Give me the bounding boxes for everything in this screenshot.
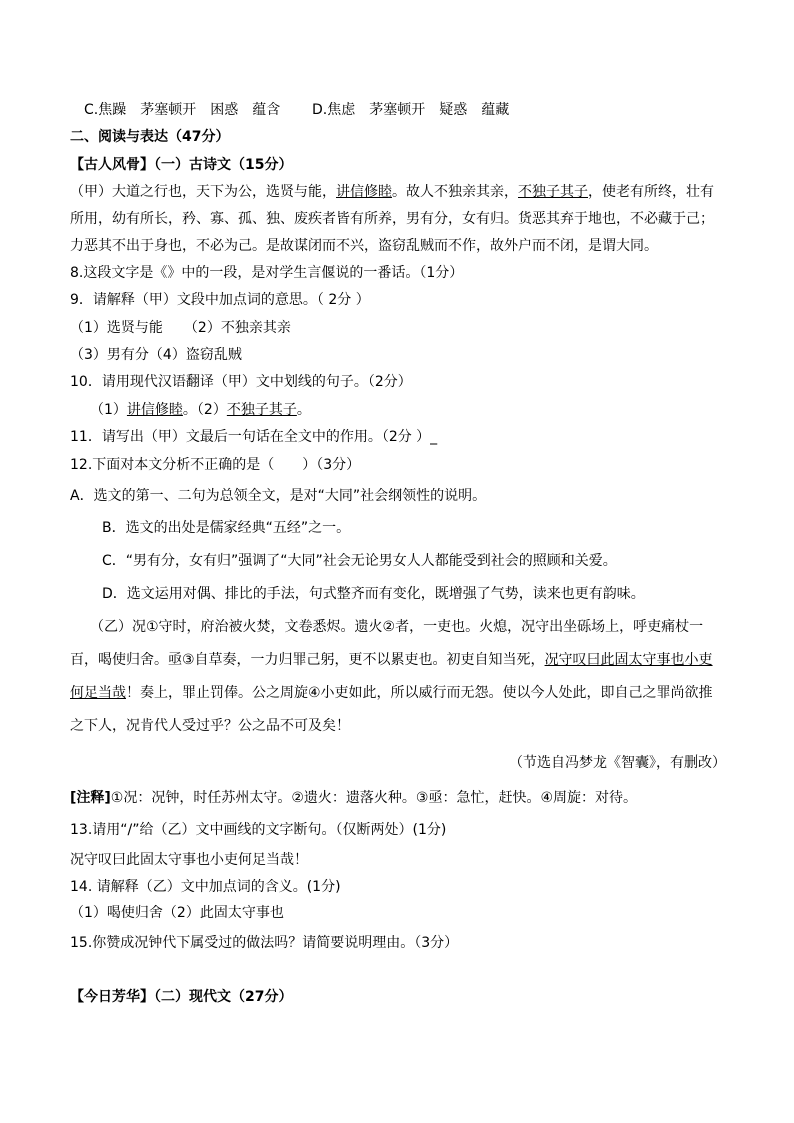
source-citation: （节选自冯梦龙《智囊》，有删改）	[509, 755, 726, 771]
question-13-text: 况守叹曰此固太守事也小吏何足当哉！	[70, 852, 308, 868]
annotation-label: [注释]	[70, 790, 111, 806]
text: ，使老有所终，壮有	[588, 184, 714, 200]
question-8: 8.这段文字是《》中的一段，是对学生言偃说的一番话。（1分）	[70, 265, 464, 281]
question-10: 10．请用现代汉语翻译（甲）文中划线的句子。（2分）	[70, 374, 412, 390]
underlined-sentence: 何足当哉	[70, 685, 126, 701]
part-heading-2: 【今日芳华】（二）现代文（27分）	[70, 989, 293, 1005]
text: 。	[296, 402, 311, 418]
annotation-text: ①况：况钟，时任苏州太守。②遗火：遗落火种。③亟：急忙，赶快。④周旋：对待。	[110, 790, 637, 806]
text: （1）	[90, 402, 127, 418]
option-c: C.焦躁 茅塞顿开 困惑 蕴含	[84, 102, 281, 118]
question-11: 11．请写出（甲）文最后一句话在全文中的作用。（2分 ）_	[70, 429, 438, 445]
option-d: D.焦虑 茅塞顿开 疑惑 蕴藏	[312, 102, 510, 118]
passage-yi-line2	[70, 651, 713, 669]
underlined-sentence: 讲信修睦	[336, 184, 392, 200]
question-14: 14. 请解释（乙）文中加点词的含义。(1分)	[70, 879, 341, 895]
passage-jia-line2: 所用，幼有所长，矜、寡、孤、独、废疾者皆有所养，男有分，女有归。货恶其弃于地也，不必藏于己；	[70, 211, 714, 227]
passage-yi-line1: （乙）况①守时，府治被火焚，文卷悉烬。遗火②者，一吏也。火熄，况守出坐砾场上，呼吏痛杖一	[90, 619, 704, 635]
passage-jia-line1	[70, 183, 714, 201]
section-heading: 二、阅读与表达（47分）	[70, 129, 230, 145]
text: ！奏上，罪止罚俸。公之周旋④小吏如此，所以威行而无怨。使以今人处此，即自己之罪尚欲推	[126, 685, 713, 701]
passage-yi-line4: 之下人，况肯代人受过乎？公之品不可及矣！	[70, 718, 350, 734]
part-heading: 【古人风骨】（一）古诗文（15分）	[70, 157, 293, 173]
question-15: 15.你赞成况钟代下属受过的做法吗？请简要说明理由。（3分）	[70, 935, 459, 951]
question-12-option-b: B．选文的出处是儒家经典“五经”之一。	[102, 520, 351, 536]
text: 百，喝使归舍。亟③自草奏，一力归罪己躬，更不以累吏也。初吏自知当死，	[70, 652, 545, 668]
question-10-items	[90, 401, 311, 419]
text: 。故人不独亲其亲，	[392, 184, 518, 200]
annotation	[70, 789, 637, 807]
question-9-items-a: （1）选贤与能 （2）不独亲其亲	[70, 320, 291, 336]
question-12-option-c: C．“男有分，女有归”强调了“大同”社会无论男女人人都能受到社会的照顾和关爱。	[102, 553, 617, 569]
question-9: 9．请解释（甲）文段中加点词的意思。（ 2分 ）	[70, 292, 370, 308]
question-14-items: （1）喝使归舍（2）此固太守事也	[70, 905, 284, 921]
underlined-sentence: 讲信修睦	[126, 402, 183, 418]
question-9-items-b: （3）男有分（4）盗窃乱贼	[70, 347, 242, 363]
question-12-option-d: D．选文运用对偶、排比的手法，句式整齐而有变化，既增强了气势，读来也更有韵味。	[102, 586, 645, 602]
text: （甲）大道之行也，天下为公，选贤与能，	[70, 184, 336, 200]
text: 。（2）	[182, 402, 227, 418]
question-13: 13.请用“/”给（乙）文中画线的文字断句。（仅断两处）(1分)	[70, 822, 447, 838]
underlined-sentence: 不独子其子	[226, 402, 297, 418]
underlined-sentence: 不独子其子	[518, 184, 588, 200]
passage-yi-line3	[70, 684, 713, 702]
passage-jia-line3: 力恶其不出于身也，不必为己。是故谋闭而不兴，盗窃乱贼而不作，故外户而不闭，是谓大同。	[70, 238, 658, 254]
question-12: 12.下面对本文分析不正确的是（ ）（3分）	[70, 457, 361, 473]
question-12-option-a: A．选文的第一、二句为总领全文，是对“大同”社会纲领性的说明。	[70, 488, 487, 504]
underlined-sentence: 况守叹曰此固太守事也小吏	[544, 652, 713, 668]
